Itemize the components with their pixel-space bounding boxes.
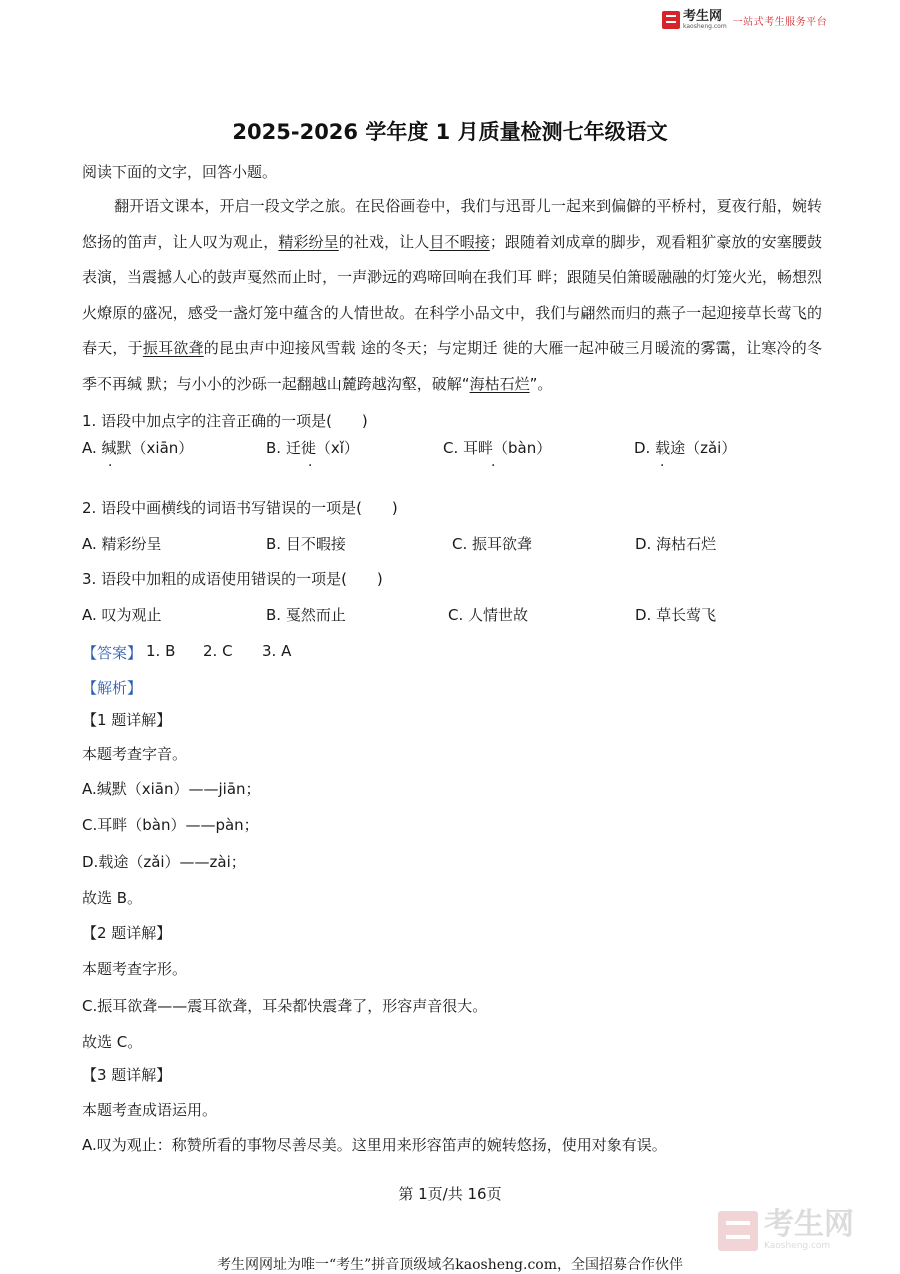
- question-3-option-c: C. 人情世故: [448, 606, 529, 624]
- analysis-line: 本题考查字形。: [82, 960, 188, 978]
- watermark-domain: Kaosheng.com: [764, 1241, 831, 1251]
- analysis-line: A.缄默（xiān）——jiān；: [82, 780, 261, 798]
- question-2-option-b: B. 目不暇接: [266, 535, 346, 553]
- question-1-option-b: B. 迁徙（xǐ）: [266, 439, 359, 457]
- analysis-line: 本题考查成语运用。: [82, 1101, 218, 1119]
- question-3-stem: 3. 语段中加粗的成语使用错误的一项是( ): [82, 570, 383, 588]
- question-2-option-c: C. 振耳欲聋: [452, 535, 533, 553]
- page-title: 2025-2026 学年度 1 月质量检测七年级语文: [232, 120, 668, 144]
- analysis-line: C.耳畔（bàn）——pàn；: [82, 816, 259, 834]
- analysis-heading: 【3 题详解】: [82, 1066, 172, 1084]
- answer-1: 1. B: [146, 642, 176, 660]
- question-2-stem: 2. 语段中画横线的词语书写错误的一项是( ): [82, 499, 398, 517]
- answer-2: 2. C: [203, 642, 233, 660]
- emphasis-dot: ·: [491, 458, 496, 474]
- question-2-option-a: A. 精彩纷呈: [82, 535, 162, 553]
- analysis-line: A.叹为观止：称赞所看的事物尽善尽美。这里用来形容笛声的婉转悠扬，使用对象有误。: [82, 1136, 667, 1154]
- question-3-option-d: D. 草长莺飞: [635, 606, 717, 624]
- question-1-option-c: C. 耳畔（bàn）: [443, 439, 552, 457]
- footer-site-note: 考生网网址为唯一“考生”拼音顶级域名kaosheng.com，全国招募合作伙伴: [216, 1257, 684, 1273]
- question-1-option-d: D. 载途（zǎi）: [634, 439, 737, 457]
- answer-label: 【答案】: [82, 644, 143, 662]
- analysis-line: D.载途（zǎi）——zài；: [82, 853, 246, 871]
- watermark-icon: [718, 1211, 758, 1251]
- emphasis-dot: ·: [308, 458, 313, 474]
- reading-passage: 翻开语文课本，开启一段文学之旅。在民俗画卷中，我们与迅哥儿一起来到偏僻的平桥村，夏夜行船，婉转悠扬的笛声，让人叹为观止，精彩纷呈的社戏，让人目不暇接；跟随着刘成章的脚步，观看粗犷豪放的安塞腰鼓表演，当震撼人心的鼓声戛然而止时，一声渺远的鸡啼回响在我们耳 畔；跟随吴伯箫暖融融的灯笼火光，畅想烈火燎原的盛况，感受一盏灯笼中蕴含的人情世故。在科学小品文中，我们与翩然而归的燕子一起迎接草长莺飞的春天，于振耳欲聋的昆虫声中迎接风雪载 途的冬天；与定期迁 徙的大雁一起冲破三月暖流的雾霭，让寒冷的冬季不再缄 默；与小小的沙砾一起翻越山麓跨越沟壑，破解“海枯石烂”。: [82, 197, 822, 393]
- underlined-term-3: 振耳欲聋: [142, 339, 204, 357]
- analysis-line: C.振耳欲聋——震耳欲聋，耳朵都快震聋了，形容声音很大。: [82, 997, 488, 1015]
- analysis-line: 本题考查字音。: [82, 745, 188, 763]
- logo-icon: [662, 11, 680, 29]
- question-1-stem: 1. 语段中加点字的注音正确的一项是( ): [82, 412, 368, 430]
- question-2-option-d: D. 海枯石烂: [635, 535, 717, 553]
- logo-slogan: 一站式考生服务平台: [732, 16, 828, 28]
- logo-name: 考生网: [683, 9, 723, 24]
- question-3-option-a: A. 叹为观止: [82, 606, 162, 624]
- question-3-option-b: B. 戛然而止: [266, 606, 346, 624]
- underlined-term-4: 海枯石烂: [469, 374, 530, 393]
- emphasis-dot: ·: [108, 458, 113, 474]
- question-1-option-a: A. 缄默（xiān）: [82, 439, 194, 457]
- page-number: 第 1页/共 16页: [398, 1185, 502, 1203]
- watermark-name: 考生网: [764, 1207, 854, 1242]
- underlined-term-2: 目不暇接: [429, 232, 490, 251]
- analysis-heading: 【2 题详解】: [82, 924, 172, 942]
- emphasis-dot: ·: [660, 458, 665, 474]
- analysis-label: 【解析】: [82, 679, 143, 697]
- logo-domain: kaosheng.com: [683, 23, 727, 30]
- answer-3: 3. A: [262, 642, 292, 660]
- analysis-line: 故选 C。: [82, 1033, 143, 1051]
- analysis-line: 故选 B。: [82, 889, 143, 907]
- watermark-logo: [718, 1207, 854, 1251]
- analysis-heading: 【1 题详解】: [82, 711, 172, 729]
- instruction: 阅读下面的文字，回答小题。: [82, 163, 278, 181]
- underlined-term-1: 精彩纷呈: [278, 232, 339, 251]
- header-logo: [662, 9, 827, 31]
